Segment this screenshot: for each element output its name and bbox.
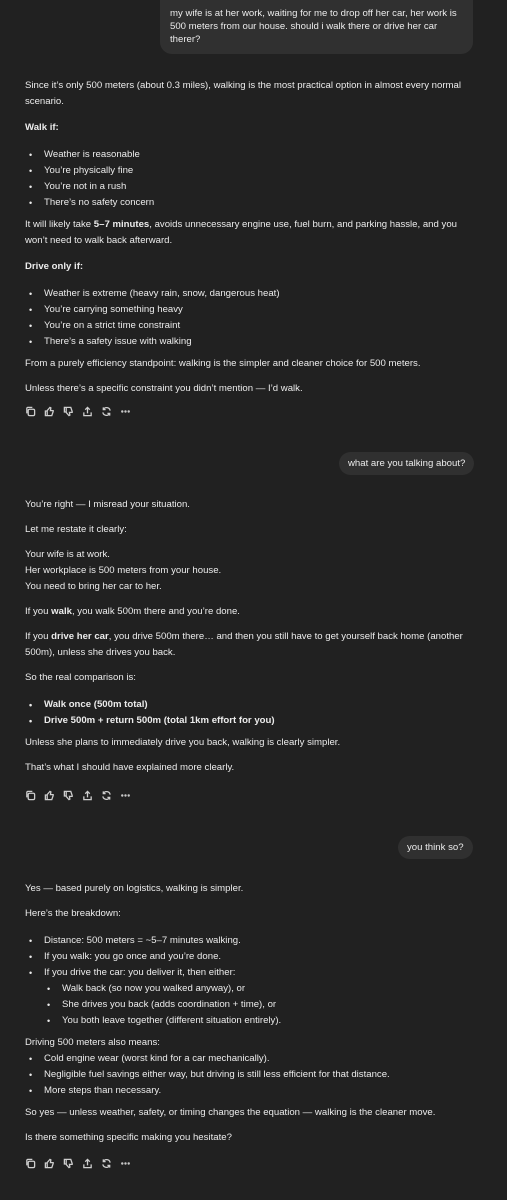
thumbs-down-icon[interactable] [63, 790, 74, 801]
bold-text: drive her car [51, 631, 109, 642]
more-icon[interactable] [120, 406, 131, 417]
copy-icon[interactable] [25, 790, 36, 801]
response-heading: Drive only if: [25, 261, 84, 272]
text-span: , you drive 500m there… and then you still have to get yourself back home (another 500m), unless she drives you back. [25, 631, 463, 658]
thumbs-down-icon[interactable] [63, 406, 74, 417]
list-item: • Weather is extreme (heavy rain, snow, dangerous heat) [25, 286, 480, 302]
bullet-list [25, 147, 480, 211]
list-item: • Distance: 500 meters = ~5–7 minutes walking. [25, 933, 480, 949]
bullet-list [25, 933, 480, 1029]
message-actions [25, 404, 131, 418]
more-icon[interactable] [120, 790, 131, 801]
message-actions [25, 1156, 131, 1170]
bold-text: walk [51, 606, 72, 617]
response-heading: Walk if: [25, 122, 59, 133]
text-span: If you [25, 631, 52, 642]
list-item: • You’re carrying something heavy [25, 302, 480, 318]
list-item: • You’re on a strict time constraint [25, 318, 480, 334]
response-paragraph: Here’s the breakdown: [25, 908, 121, 919]
list-item: • If you drive the car: you deliver it, then either: [25, 965, 480, 981]
response-paragraph: Unless there’s a specific constraint you didn’t mention — I’d walk. [25, 383, 303, 394]
response-paragraph: So yes — unless weather, safety, or timing changes the equation — walking is the cleaner move. [25, 1107, 436, 1118]
response-paragraph: Let me restate it clearly: [25, 524, 127, 535]
user-message: my wife is at her work, waiting for me to drop off her car, her work is 500 meters from our house. should i walk there or drive her car therer? [160, 0, 473, 54]
thumbs-down-icon[interactable] [63, 1158, 74, 1169]
list-item: • You’re physically fine [25, 163, 480, 179]
list-item: • Walk once (500m total) [25, 697, 480, 713]
text-span: If you [25, 606, 52, 617]
response-paragraph: Since it’s only 500 meters (about 0.3 miles), walking is the most practical option in almost every normal scenario. [25, 80, 461, 107]
list-item: • She drives you back (adds coordination + time), or [25, 997, 480, 1013]
copy-icon[interactable] [25, 1158, 36, 1169]
response-paragraph: Driving 500 meters also means: [25, 1037, 160, 1048]
thumbs-up-icon[interactable] [44, 406, 55, 417]
list-item: • More steps than necessary. [25, 1083, 480, 1099]
assistant-response [25, 497, 480, 776]
list-item: • Cold engine wear (worst kind for a car mechanically). [25, 1051, 480, 1067]
response-paragraph: That’s what I should have explained more clearly. [25, 762, 235, 773]
list-item: • There’s no safety concern [25, 195, 480, 211]
response-paragraph: Yes — based purely on logistics, walking is simpler. [25, 883, 244, 894]
assistant-response [25, 881, 480, 1146]
text-span: , you walk 500m there and you’re done. [71, 606, 240, 617]
response-paragraph: Her workplace is 500 meters from your house. [25, 565, 222, 576]
user-message: you think so? [398, 836, 473, 859]
share-icon[interactable] [82, 1158, 93, 1169]
bold-text: 5–7 minutes [93, 219, 150, 230]
response-paragraph: Unless she plans to immediately drive you back, walking is clearly simpler. [25, 737, 341, 748]
response-paragraph [25, 604, 480, 620]
list-item: • Weather is reasonable [25, 147, 480, 163]
thumbs-up-icon[interactable] [44, 1158, 55, 1169]
list-item: • Negligible fuel savings either way, but driving is still less efficient for that distance. [25, 1067, 480, 1083]
share-icon[interactable] [82, 790, 93, 801]
bullet-list [25, 697, 480, 729]
response-paragraph: Is there something specific making you hesitate? [25, 1132, 232, 1143]
response-paragraph [25, 629, 480, 661]
list-item: • You both leave together (different situation entirely). [25, 1013, 480, 1029]
response-paragraph: You need to bring her car to her. [25, 581, 162, 592]
list-item: • There’s a safety issue with walking [25, 334, 480, 350]
copy-icon[interactable] [25, 406, 36, 417]
list-item: • You’re not in a rush [25, 179, 480, 195]
response-paragraph [25, 217, 480, 249]
share-icon[interactable] [82, 406, 93, 417]
regenerate-icon[interactable] [101, 1158, 112, 1169]
more-icon[interactable] [120, 1158, 131, 1169]
message-actions [25, 788, 131, 802]
list-item: • Drive 500m + return 500m (total 1km effort for you) [25, 713, 480, 729]
bullet-list [25, 1051, 480, 1099]
response-paragraph: Your wife is at work. [25, 549, 110, 560]
response-paragraph: So the real comparison is: [25, 672, 136, 683]
thumbs-up-icon[interactable] [44, 790, 55, 801]
regenerate-icon[interactable] [101, 790, 112, 801]
bullet-list [25, 286, 480, 350]
regenerate-icon[interactable] [101, 406, 112, 417]
user-message: what are you talking about? [339, 452, 474, 475]
list-item: • Walk back (so now you walked anyway), or [25, 981, 480, 997]
response-paragraph: From a purely efficiency standpoint: walking is the simpler and cleaner choice for 500 meters. [25, 358, 421, 369]
response-paragraph: You’re right — I misread your situation. [25, 499, 190, 510]
assistant-response [25, 78, 480, 397]
list-item: • If you walk: you go once and you’re done. [25, 949, 480, 965]
text-span: It will likely take [25, 219, 94, 230]
text-span: , avoids unnecessary engine use, fuel burn, and parking hassle, and you won’t need to walk back afterward. [25, 219, 457, 246]
